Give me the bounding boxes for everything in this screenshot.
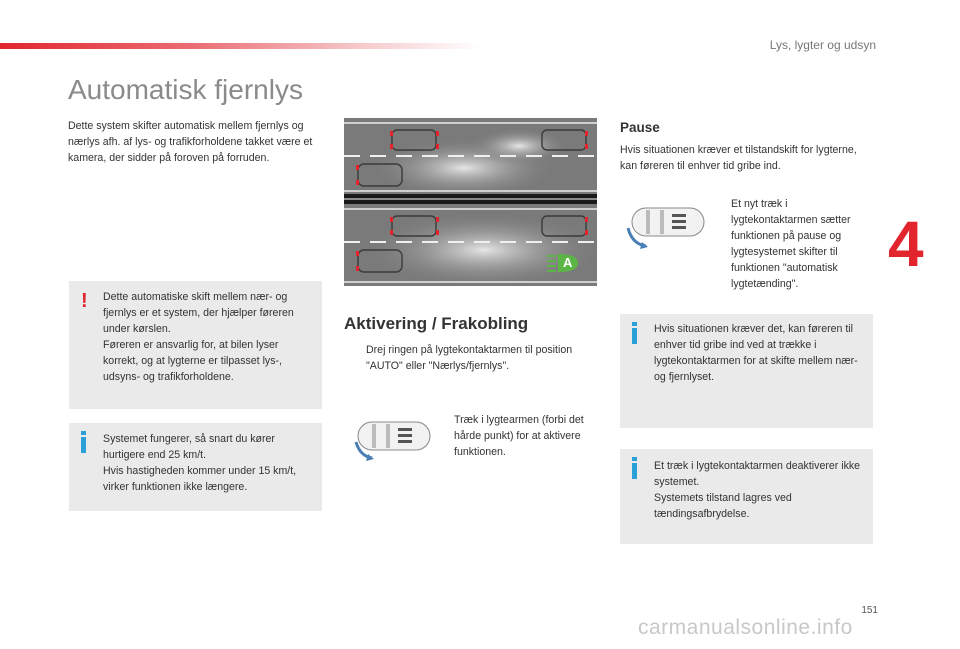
- page-title: Automatisk fjernlys: [68, 74, 303, 105]
- chapter-number: 4: [888, 208, 924, 280]
- info-memory-text-2: Systemets tilstand lagres ved tændingsafbrydelse.: [654, 492, 792, 520]
- stalk-illustration-1: [352, 418, 432, 462]
- info-memory-text-1: Et træk i lygtekontaktarmen deaktiverer ikke systemet.: [654, 460, 861, 488]
- info-icon: [631, 322, 639, 346]
- activation-heading: Aktivering / Frakobling: [344, 314, 529, 333]
- page-number: 151: [861, 605, 878, 616]
- info-icon: [631, 457, 639, 481]
- warning-text-2: Føreren er ansvarlig for, at bilen lyser korrekt, og at lygterne er tilpasset lys-, udsyns- og trafikforholdene.: [103, 339, 282, 383]
- stalk-illustration-2: [624, 204, 706, 250]
- warning-text-1: Dette automatiske skift mellem nær- og fjernlys er et system, der hjælper føreren under kørslen.: [103, 291, 294, 335]
- info-speed-text-1: Systemet fungerer, så snart du kører hurtigere end 25 km/t.: [103, 433, 275, 461]
- warning-icon: !: [81, 290, 88, 312]
- info-box-memory: [620, 449, 873, 544]
- info-speed-text-2: Hvis hastigheden kommer under 15 km/t, virker funktionen ikke længere.: [103, 465, 297, 493]
- info-override-text: Hvis situationen kræver det, kan føreren til enhver tid gribe ind ved at trække i lygtekontaktarmen for at skifte mellem nær- og fjernlyset.: [654, 323, 858, 383]
- info-box-speed: [69, 423, 322, 511]
- pause-intro: Hvis situationen kræver et tilstandskift for lygterne, kan føreren til enhver tid gribe ind.: [620, 144, 857, 172]
- road-illustration: [344, 118, 597, 286]
- auto-high-beam-icon: [546, 252, 580, 274]
- info-box-override: [620, 314, 873, 428]
- header-accent-bar: [0, 43, 480, 49]
- intro-paragraph: Dette system skifter automatisk mellem fjernlys og nærlys afh. af lys- og trafikforholdene takket være et kamera, der sidder på foroven på forruden.: [68, 120, 313, 164]
- info-icon: [80, 431, 88, 455]
- activation-step-2: Træk i lygtearmen (forbi det hårde punkt) for at aktivere funktionen.: [454, 414, 584, 458]
- watermark: carmanualsonline.info: [638, 616, 853, 639]
- pause-heading: Pause: [620, 120, 660, 135]
- pause-step: Et nyt træk i lygtekontaktarmen sætter funktionen på pause og lygtesystemet skifter til funktionen "automatisk lygtetænding".: [731, 198, 851, 290]
- section-title: Lys, lygter og udsyn: [769, 38, 876, 52]
- activation-step-1: Drej ringen på lygtekontaktarmen til position "AUTO" eller "Nærlys/fjernlys".: [366, 344, 573, 372]
- auto-badge-letter: A: [563, 255, 573, 270]
- warning-box: [69, 281, 322, 409]
